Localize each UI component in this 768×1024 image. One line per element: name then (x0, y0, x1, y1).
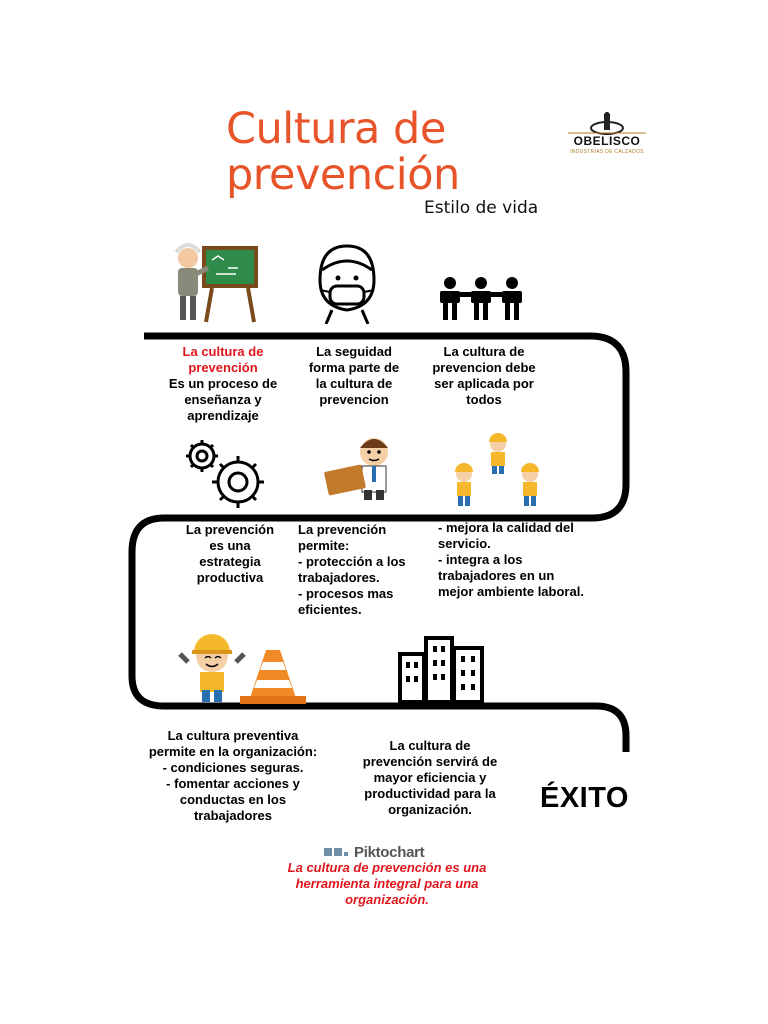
traffic-cone-icon (236, 648, 310, 706)
page-subtitle: Estilo de vida (424, 198, 539, 218)
workers-group-icon (442, 430, 554, 510)
row1-item3-text: La cultura de prevencion debe ser aplicada por todos (432, 344, 536, 407)
footer-note: La cultura de prevención es una herramienta integral para una organización. (287, 860, 487, 907)
piktochart-watermark (324, 846, 454, 860)
worker-book-icon (322, 434, 398, 500)
title-line-1: Cultura de (226, 104, 446, 154)
page-title (226, 106, 546, 198)
logo-tagline: INDUSTRIAS DE CALZADOS (570, 149, 644, 155)
row3-item1-text: La cultura preventiva permite en la organización: - condiciones seguras. - fomentar acciones y conductas en los trabajadores (148, 728, 318, 823)
row1-item1-text: La cultura de prevención Es un proceso de enseñanza y aprendizaje (158, 344, 288, 424)
row2-item2-text: La prevención permite: - protección a los trabajadores. - procesos mas eficientes. (298, 522, 406, 617)
piktochart-logo-icon (324, 846, 350, 860)
row3-item2-text: La cultura de prevención servirá de mayor eficiencia y productividad para la organización. (362, 738, 498, 817)
row1-item1-highlight: La cultura de prevención (182, 344, 264, 375)
piktochart-word: Piktochart (354, 844, 425, 861)
row2-item1-text: La prevención es una estrategia productiva (185, 522, 275, 585)
logo-name: OBELISCO (573, 134, 641, 148)
gears-icon (178, 436, 270, 508)
buildings-icon (396, 634, 488, 704)
obelisco-logo (560, 112, 654, 162)
mask-face-icon (312, 240, 382, 324)
teacher-icon (166, 240, 266, 326)
people-group-icon (436, 276, 526, 322)
title-line-2: prevención (226, 150, 460, 200)
row2-item3-text: - mejora la calidad del servicio. - integra a los trabajadores en un mejor ambiente laboral. (438, 520, 584, 599)
row1-item2-text: La seguidad forma parte de la cultura de prevencion (308, 344, 400, 407)
obelisco-logo-icon (560, 112, 654, 136)
exito-label: ÉXITO (540, 782, 629, 814)
